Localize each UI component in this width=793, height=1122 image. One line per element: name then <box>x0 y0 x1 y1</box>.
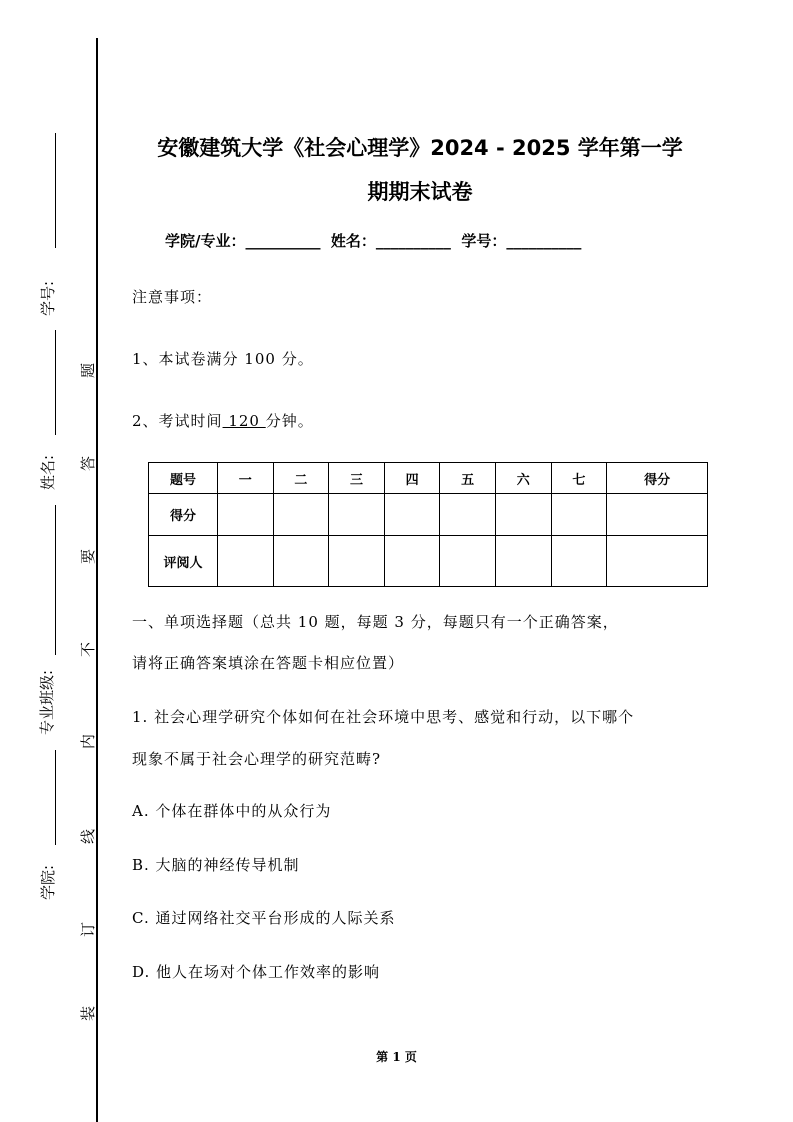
table-header: 得分 <box>607 463 708 494</box>
seal-char: 要 <box>79 548 98 565</box>
page-title-line2: 期期末试卷 <box>367 180 473 204</box>
margin-blank-line <box>55 505 56 655</box>
margin-label-student-id: 学号: <box>39 280 58 317</box>
option-c: C. 通过网络社交平台形成的人际关系 <box>132 909 396 927</box>
question-stem-line2: 现象不属于社会心理学的研究范畴? <box>132 750 382 768</box>
option-b: B. 大脑的神经传导机制 <box>132 856 300 874</box>
note-text: 2、考试时间 <box>132 412 223 430</box>
table-header: 一 <box>218 463 274 494</box>
margin-label-college: 学院: <box>39 864 58 901</box>
question-stem: 1. 社会心理学研究个体如何在社会环境中思考、感觉和行动，以下哪个 <box>132 708 635 726</box>
seal-char: 装 <box>79 1005 98 1022</box>
section-heading-line2: 请将正确答案填涂在答题卡相应位置） <box>132 654 405 672</box>
row-label: 评阅人 <box>149 536 218 587</box>
notes-heading: 注意事项： <box>132 288 213 306</box>
table-header: 五 <box>440 463 496 494</box>
seal-char: 答 <box>79 455 98 472</box>
margin-label-class: 专业班级: <box>38 669 57 736</box>
table-header: 七 <box>551 463 607 494</box>
option-d: D. 他人在场对个体工作效率的影响 <box>132 963 381 981</box>
seal-char: 内 <box>79 733 98 750</box>
exam-duration: 120 <box>222 412 266 430</box>
note-item <box>132 410 314 431</box>
seal-char: 订 <box>79 921 98 938</box>
seal-char: 题 <box>79 362 98 379</box>
table-header: 三 <box>329 463 385 494</box>
table-header: 四 <box>384 463 440 494</box>
table-row <box>149 536 708 587</box>
page-title: 安徽建筑大学《社会心理学》2024 - 2025 学年第一学 <box>157 136 683 160</box>
option-a: A. 个体在群体中的从众行为 <box>132 802 332 820</box>
table-header-row <box>149 463 708 494</box>
score-table <box>148 462 708 587</box>
table-row <box>149 494 708 536</box>
table-header: 二 <box>273 463 329 494</box>
margin-blank-line <box>55 330 56 435</box>
page-number: 第 1 页 <box>376 1050 417 1064</box>
margin-label-name: 姓名: <box>39 454 58 491</box>
seal-char: 线 <box>79 828 98 845</box>
margin-blank-line <box>55 133 56 248</box>
student-info-fields: 学院/专业：__________ 姓名：__________ 学号：__________ <box>165 232 582 250</box>
binding-line <box>96 38 98 1122</box>
table-header: 题号 <box>149 463 218 494</box>
note-item: 1、本试卷满分 100 分。 <box>132 350 314 368</box>
table-header: 六 <box>495 463 551 494</box>
section-heading: 一、单项选择题（总共 10 题，每题 3 分，每题只有一个正确答案， <box>132 613 619 631</box>
note-text: 分钟。 <box>265 412 314 430</box>
row-label: 得分 <box>149 494 218 536</box>
margin-blank-line <box>55 750 56 845</box>
seal-char: 不 <box>79 641 98 658</box>
